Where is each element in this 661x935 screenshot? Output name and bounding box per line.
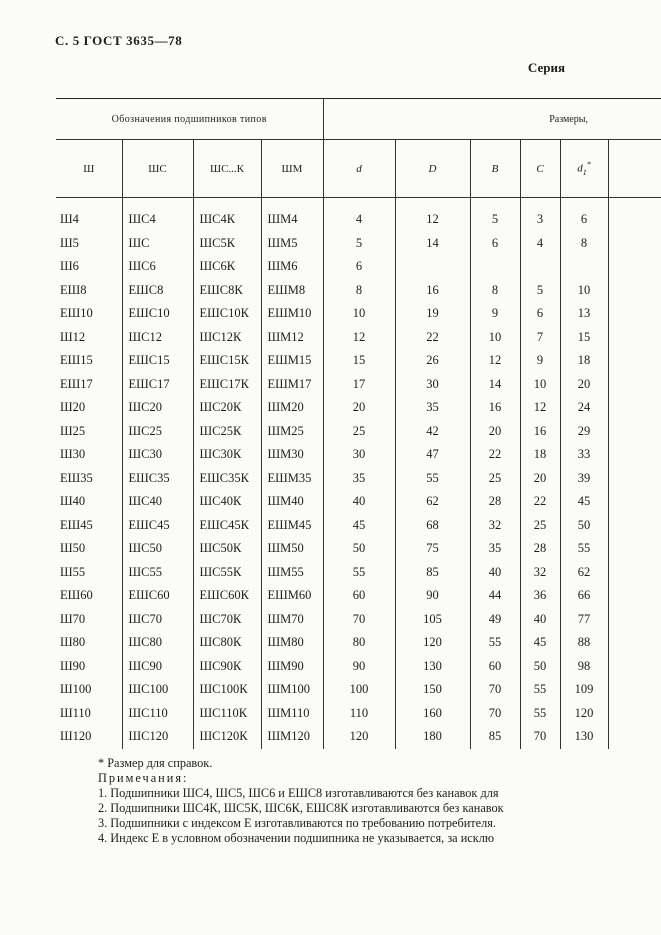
table-cell: ЕШМ10 (261, 302, 323, 326)
table-cell: 17 (323, 373, 395, 397)
table-spacer-cell (608, 279, 661, 303)
table-body (56, 198, 661, 749)
table-cell (470, 255, 520, 279)
table-cell: ШМ4 (261, 198, 323, 232)
table-row (56, 232, 661, 256)
table-cell: 24 (560, 396, 608, 420)
table-cell: 150 (395, 678, 470, 702)
table-cell: ШС120 (122, 725, 193, 749)
table-cell: 18 (520, 443, 560, 467)
table-spacer-cell (608, 490, 661, 514)
table-cell: 90 (395, 584, 470, 608)
table-cell: ШМ120 (261, 725, 323, 749)
table-cell: ШС90К (193, 655, 261, 679)
table-spacer-cell (608, 198, 661, 232)
table-cell: ШС12 (122, 326, 193, 350)
table-cell: ШС4 (122, 198, 193, 232)
table-cell: Ш5 (56, 232, 122, 256)
table-cell: 25 (520, 514, 560, 538)
table-row (56, 255, 661, 279)
col-header-spacer (608, 140, 661, 198)
table-cell: ЕШ35 (56, 467, 122, 491)
table-cell: Ш50 (56, 537, 122, 561)
table-cell (395, 255, 470, 279)
table-cell: ЕШ15 (56, 349, 122, 373)
table-row (56, 514, 661, 538)
table-cell: Ш100 (56, 678, 122, 702)
table-cell: 55 (470, 631, 520, 655)
table-cell: ЕШМ15 (261, 349, 323, 373)
table-cell: 22 (470, 443, 520, 467)
table-row (56, 537, 661, 561)
table-cell: 60 (323, 584, 395, 608)
table-cell: 120 (560, 702, 608, 726)
table-cell: ЕШ45 (56, 514, 122, 538)
table-cell: 55 (395, 467, 470, 491)
page-header: С. 5 ГОСТ 3635—78 (55, 33, 183, 48)
table-cell (520, 255, 560, 279)
table-cell: 50 (560, 514, 608, 538)
table-cell: ШС90 (122, 655, 193, 679)
table-cell: ШМ110 (261, 702, 323, 726)
table-row (56, 584, 661, 608)
table-cell: ЕШС17 (122, 373, 193, 397)
table-cell: ШС110 (122, 702, 193, 726)
table-cell: 85 (395, 561, 470, 585)
notes (98, 756, 638, 846)
table-cell: ЕШС10 (122, 302, 193, 326)
table-cell: ШС12К (193, 326, 261, 350)
table-cell: 70 (520, 725, 560, 749)
bearing-table (56, 98, 661, 749)
table-cell: 70 (323, 608, 395, 632)
table-cell: 22 (395, 326, 470, 350)
table-row (56, 702, 661, 726)
table-cell: ЕШМ45 (261, 514, 323, 538)
col-header-sh: Ш (56, 140, 122, 198)
table-cell: 66 (560, 584, 608, 608)
table-cell: 4 (323, 198, 395, 232)
table-cell: 20 (560, 373, 608, 397)
table-spacer-cell (608, 443, 661, 467)
table-cell: 90 (323, 655, 395, 679)
table-cell: 75 (395, 537, 470, 561)
table-cell: 8 (323, 279, 395, 303)
table-cell: 77 (560, 608, 608, 632)
table-cell: ШС25 (122, 420, 193, 444)
table-cell: 80 (323, 631, 395, 655)
table-cell: 16 (395, 279, 470, 303)
table-cell: ШМ30 (261, 443, 323, 467)
table-spacer-cell (608, 584, 661, 608)
footnote: * Размер для справок. (98, 756, 213, 770)
table-spacer-cell (608, 655, 661, 679)
table-cell: 160 (395, 702, 470, 726)
table-row (56, 467, 661, 491)
table-cell: 45 (323, 514, 395, 538)
table-cell: 109 (560, 678, 608, 702)
table-cell: Ш55 (56, 561, 122, 585)
table-cell: ШС6К (193, 255, 261, 279)
table-spacer-cell (608, 255, 661, 279)
table-cell: 85 (470, 725, 520, 749)
table-row (56, 349, 661, 373)
table-cell: 50 (520, 655, 560, 679)
table-cell: 16 (520, 420, 560, 444)
table-cell: 3 (520, 198, 560, 232)
table-cell: ШС30 (122, 443, 193, 467)
table-cell: ЕШ10 (56, 302, 122, 326)
table-spacer-cell (608, 725, 661, 749)
table-cell: 10 (470, 326, 520, 350)
table-cell: 25 (323, 420, 395, 444)
note-3: 3. Подшипники с индексом Е изготавливаются по требованию потребителя. (98, 816, 496, 830)
table-row (56, 373, 661, 397)
table-cell: ШМ90 (261, 655, 323, 679)
table-cell: ШМ12 (261, 326, 323, 350)
table-cell: 15 (560, 326, 608, 350)
table-cell: ШС100 (122, 678, 193, 702)
table-spacer-cell (608, 373, 661, 397)
table-cell: 40 (470, 561, 520, 585)
table-cell: ШС50 (122, 537, 193, 561)
table-cell: ШС120К (193, 725, 261, 749)
table-row (56, 198, 661, 232)
table-cell: ЕШМ60 (261, 584, 323, 608)
table-cell: 13 (560, 302, 608, 326)
table-cell: 12 (470, 349, 520, 373)
table-cell: ШМ50 (261, 537, 323, 561)
note-1: 1. Подшипники ШС4, ШС5, ШС6 и ЕШС8 изготавливаются без канавок для (98, 786, 499, 800)
table-cell: 12 (323, 326, 395, 350)
table-cell: 55 (323, 561, 395, 585)
table-cell: 4 (520, 232, 560, 256)
table-cell: Ш120 (56, 725, 122, 749)
table-spacer-cell (608, 631, 661, 655)
table-cell: 6 (323, 255, 395, 279)
table-cell: 68 (395, 514, 470, 538)
table-cell: 16 (470, 396, 520, 420)
col-header-shm: ШМ (261, 140, 323, 198)
table-spacer-cell (608, 349, 661, 373)
table-cell: ЕШС17К (193, 373, 261, 397)
table-cell: 100 (323, 678, 395, 702)
table-cell: Ш4 (56, 198, 122, 232)
table-cell: 6 (520, 302, 560, 326)
table-cell: 8 (560, 232, 608, 256)
table-cell: 14 (470, 373, 520, 397)
table-spacer-cell (608, 702, 661, 726)
table-cell: ЕШС15К (193, 349, 261, 373)
table-cell: ШС55К (193, 561, 261, 585)
table-cell: 45 (520, 631, 560, 655)
table-cell: ШС70К (193, 608, 261, 632)
table-cell: 35 (395, 396, 470, 420)
table-cell: 10 (323, 302, 395, 326)
table-cell: 12 (395, 198, 470, 232)
table-cell: ЕШ17 (56, 373, 122, 397)
table-row (56, 631, 661, 655)
table-cell: ШС30К (193, 443, 261, 467)
table-cell: 39 (560, 467, 608, 491)
table-cell: 10 (560, 279, 608, 303)
table-cell: ШС (122, 232, 193, 256)
table-cell: ШС110К (193, 702, 261, 726)
table-cell: ЕШС45 (122, 514, 193, 538)
d1-letter: d (577, 162, 583, 175)
table-cell: ЕШС10К (193, 302, 261, 326)
table-cell: ШС55 (122, 561, 193, 585)
table-cell: ЕШС35К (193, 467, 261, 491)
table-cell: 30 (323, 443, 395, 467)
table-cell: ЕШМ8 (261, 279, 323, 303)
series-label: Серия (527, 60, 565, 75)
table-cell: 62 (395, 490, 470, 514)
table-cell: ШС6 (122, 255, 193, 279)
notes-heading: Примечания: (98, 771, 189, 785)
table-cell: ШМ80 (261, 631, 323, 655)
table-spacer-cell (608, 232, 661, 256)
table-cell: 5 (323, 232, 395, 256)
table-cell: ШС100К (193, 678, 261, 702)
table-cell: 14 (395, 232, 470, 256)
table-spacer-cell (608, 561, 661, 585)
table-cell: Ш70 (56, 608, 122, 632)
table-cell: ЕШМ17 (261, 373, 323, 397)
table-cell: 110 (323, 702, 395, 726)
table-row (56, 396, 661, 420)
table-cell: Ш25 (56, 420, 122, 444)
table-row (56, 655, 661, 679)
col-header-shs-k: ШС...К (193, 140, 261, 198)
table-cell: 180 (395, 725, 470, 749)
table-spacer-cell (608, 678, 661, 702)
table-cell: ШМ40 (261, 490, 323, 514)
table-row (56, 420, 661, 444)
table-cell: 5 (470, 198, 520, 232)
table-spacer-cell (608, 608, 661, 632)
table-cell: ШС40К (193, 490, 261, 514)
table-cell: ШС80 (122, 631, 193, 655)
table-cell: 15 (323, 349, 395, 373)
table-cell: ШС40 (122, 490, 193, 514)
table-cell: ШМ100 (261, 678, 323, 702)
dimensions-header: Размеры, (323, 99, 661, 140)
table-cell: 19 (395, 302, 470, 326)
table-cell: 35 (470, 537, 520, 561)
table-row (56, 443, 661, 467)
table-cell: 7 (520, 326, 560, 350)
table-cell: ШМ25 (261, 420, 323, 444)
table-cell: ШС5К (193, 232, 261, 256)
table-cell: ШМ6 (261, 255, 323, 279)
table-cell: 45 (560, 490, 608, 514)
table-cell: 120 (323, 725, 395, 749)
col-header-D: D (395, 140, 470, 198)
table-cell: 36 (520, 584, 560, 608)
table-cell: 20 (323, 396, 395, 420)
table-row (56, 678, 661, 702)
table-cell: ШС50К (193, 537, 261, 561)
table-cell: 130 (560, 725, 608, 749)
table-cell (560, 255, 608, 279)
table-cell: 26 (395, 349, 470, 373)
table-cell: ЕШС60 (122, 584, 193, 608)
table-cell: 62 (560, 561, 608, 585)
table-cell: 70 (470, 702, 520, 726)
table-cell: ШМ5 (261, 232, 323, 256)
table-cell: 40 (323, 490, 395, 514)
table-cell: 18 (560, 349, 608, 373)
table-cell: 22 (520, 490, 560, 514)
d1-asterisk: * (586, 160, 591, 170)
table-row (56, 490, 661, 514)
table-cell: Ш90 (56, 655, 122, 679)
table-cell: ШС20К (193, 396, 261, 420)
table-cell: ШМ55 (261, 561, 323, 585)
table-cell: Ш6 (56, 255, 122, 279)
table-spacer-cell (608, 514, 661, 538)
table-cell: ШС25К (193, 420, 261, 444)
table-cell: 20 (520, 467, 560, 491)
table-cell: 8 (470, 279, 520, 303)
table-cell: 42 (395, 420, 470, 444)
col-header-d1 (560, 140, 608, 198)
col-header-shs: ШС (122, 140, 193, 198)
table-cell: 28 (470, 490, 520, 514)
table-cell: 130 (395, 655, 470, 679)
table-cell: 10 (520, 373, 560, 397)
col-header-d: d (323, 140, 395, 198)
table-cell: 44 (470, 584, 520, 608)
table-cell: ЕШС35 (122, 467, 193, 491)
table-cell: Ш30 (56, 443, 122, 467)
table-cell: 55 (520, 678, 560, 702)
table-cell: 9 (470, 302, 520, 326)
table-cell: ШМ70 (261, 608, 323, 632)
table-spacer-cell (608, 326, 661, 350)
table-cell: ЕШ8 (56, 279, 122, 303)
table-spacer-cell (608, 537, 661, 561)
table-cell: ШС70 (122, 608, 193, 632)
table-cell: 30 (395, 373, 470, 397)
table-cell: 6 (560, 198, 608, 232)
table-cell: 49 (470, 608, 520, 632)
table-cell: 9 (520, 349, 560, 373)
table-row (56, 561, 661, 585)
table-spacer-cell (608, 420, 661, 444)
note-2: 2. Подшипники ШС4К, ШС5К, ШС6К, ЕШС8К изготавливаются без канавок (98, 801, 504, 815)
table-cell: Ш110 (56, 702, 122, 726)
table-cell: 55 (520, 702, 560, 726)
table-cell: 32 (520, 561, 560, 585)
d1-subscript: 1 (582, 167, 587, 177)
table-cell: ЕШМ35 (261, 467, 323, 491)
table-cell: 12 (520, 396, 560, 420)
table-row (56, 725, 661, 749)
table-cell: 5 (520, 279, 560, 303)
table-cell: ЕШ60 (56, 584, 122, 608)
table-row (56, 302, 661, 326)
table-spacer-cell (608, 396, 661, 420)
table-cell: 50 (323, 537, 395, 561)
table-cell: 6 (470, 232, 520, 256)
note-4: 4. Индекс Е в условном обозначении подшипника не указывается, за исклю (98, 831, 495, 845)
table-cell: 88 (560, 631, 608, 655)
table-cell: ШС80К (193, 631, 261, 655)
table-cell: 105 (395, 608, 470, 632)
table-cell: ЕШС8К (193, 279, 261, 303)
table-cell: 28 (520, 537, 560, 561)
table-spacer-cell (608, 467, 661, 491)
col-header-B: B (470, 140, 520, 198)
table-cell: 29 (560, 420, 608, 444)
table-cell: 32 (470, 514, 520, 538)
table-cell: 60 (470, 655, 520, 679)
table-cell: ШС20 (122, 396, 193, 420)
table-cell: Ш40 (56, 490, 122, 514)
table-cell: ЕШС8 (122, 279, 193, 303)
table-cell: ЕШС60К (193, 584, 261, 608)
table-cell: 70 (470, 678, 520, 702)
table-cell: 25 (470, 467, 520, 491)
table-row (56, 326, 661, 350)
table-cell: 20 (470, 420, 520, 444)
table-spacer-cell (608, 302, 661, 326)
table-cell: ШС4К (193, 198, 261, 232)
table-cell: 33 (560, 443, 608, 467)
designation-header: Обозначения подшипников типов (56, 99, 323, 140)
table-cell: 120 (395, 631, 470, 655)
table-cell: Ш20 (56, 396, 122, 420)
table-row (56, 608, 661, 632)
col-header-C: C (520, 140, 560, 198)
table-cell: 47 (395, 443, 470, 467)
table-cell: ШМ20 (261, 396, 323, 420)
table-row (56, 279, 661, 303)
table-cell: 40 (520, 608, 560, 632)
table-cell: ЕШС45К (193, 514, 261, 538)
table-cell: ЕШС15 (122, 349, 193, 373)
table-cell: 98 (560, 655, 608, 679)
table-cell: 55 (560, 537, 608, 561)
table-cell: 35 (323, 467, 395, 491)
table-cell: Ш80 (56, 631, 122, 655)
table-cell: Ш12 (56, 326, 122, 350)
